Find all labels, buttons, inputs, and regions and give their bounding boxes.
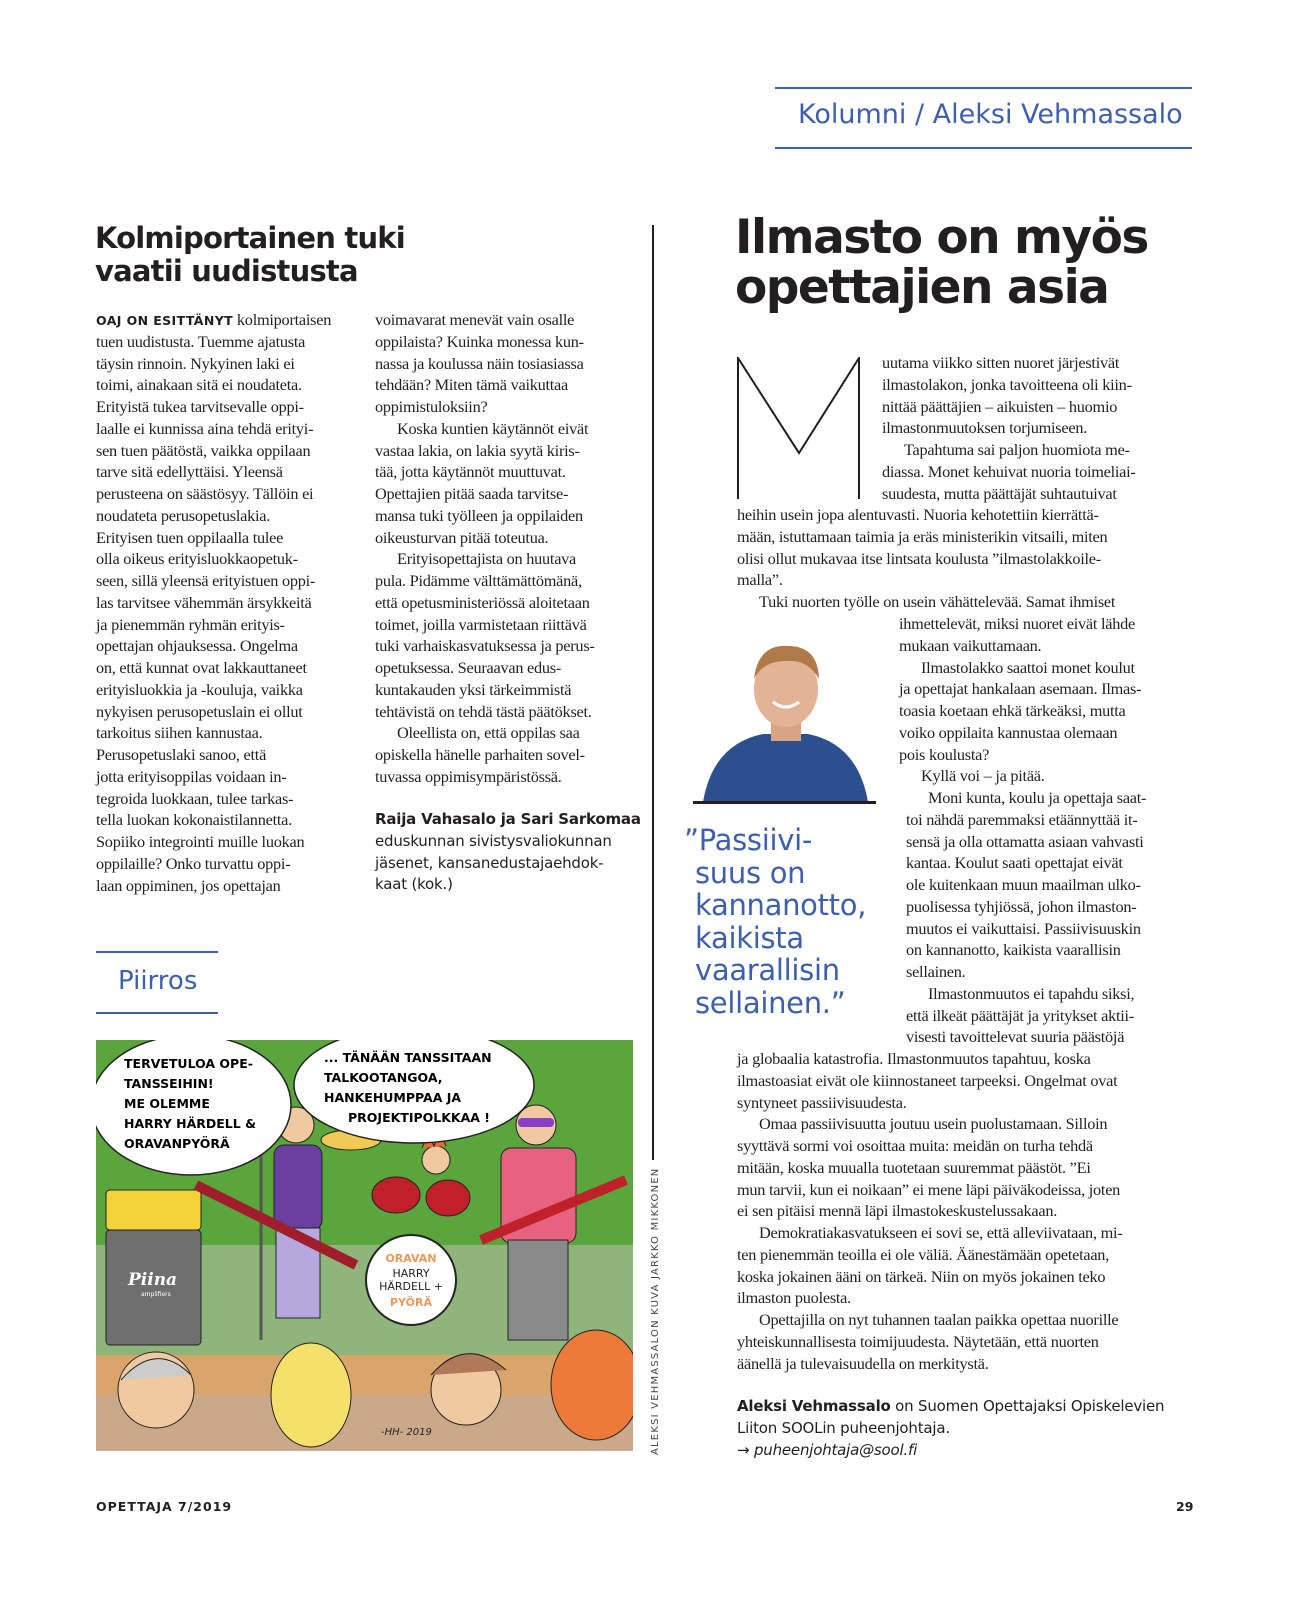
text-line: mansa tuki työlleen ja oppilaiden <box>375 505 583 525</box>
left-article-title <box>95 222 405 288</box>
text-line: Sopiiko integrointi muille luokan <box>96 832 305 851</box>
column-title <box>735 210 1148 315</box>
text-line: mun tarvii, kun ei noikaan” ei mene läpi päiväkodeissa, joten <box>737 1179 1121 1199</box>
text-line: laalle ei kunnissa aina tehdä erityi- <box>96 418 314 438</box>
bubble-text: ... TÄNÄÄN TANSSITAAN <box>324 1050 492 1065</box>
text-line: uutama viikko sitten nuoret järjestivät <box>882 353 1120 372</box>
text-run: kolmiportaisen <box>233 310 332 329</box>
text-line: sen tuen päätöstä, vaikka oppilaan <box>96 440 311 460</box>
text-line: että opetusministeriössä aloitetaan <box>375 592 590 612</box>
text-line: syntyneet passiivisuudesta. <box>737 1092 907 1112</box>
bubble-text: HARRY HÄRDELL & <box>124 1116 256 1131</box>
text-line: Perusopetuslaki sanoo, että <box>96 745 267 764</box>
text-line: tella luokan kokonaistilannetta. <box>96 810 292 830</box>
text-line: kuntakauden yksi tärkeimmistä <box>375 679 572 699</box>
text-line: ei sen pitäisi mennä läpi ilmastokeskustelussakaan. <box>737 1201 1058 1221</box>
bubble-text: TANSSEIHIN! <box>124 1076 214 1091</box>
bubble-text: ME OLEMME <box>124 1096 210 1111</box>
text-line: olla oikeus erityisluokkaopetuk- <box>96 549 298 569</box>
quote-line: kaikista <box>695 920 804 955</box>
drum-text: ORAVAN <box>385 1252 437 1265</box>
drum-text: HARRY <box>392 1267 430 1280</box>
column-author-bio <box>737 1396 1164 1461</box>
text-line: voiko oppilaita kannustaa olemaan <box>899 722 1118 742</box>
text-line: jotta erityisoppilas voidaan in- <box>96 766 287 786</box>
arrow-icon: → <box>737 1440 750 1459</box>
amp-head <box>106 1190 201 1230</box>
text-line <box>96 309 331 331</box>
bubble-text: TERVETULOA OPE- <box>124 1056 253 1071</box>
text-line: että ilkeät päättäjät ja yritykset aktii- <box>906 1005 1134 1025</box>
text-line: laan oppiminen, jos opettajan <box>96 875 281 895</box>
bubble-text: TALKOOTANGOA, <box>324 1070 443 1085</box>
text-line: Erityistä tukea tarvitsevalle oppi- <box>96 397 304 416</box>
author-bio: Liiton SOOLin puheenjohtaja. <box>737 1418 950 1437</box>
title-line: Ilmasto on myös <box>735 210 1148 265</box>
audience-head-blonde <box>271 1343 351 1447</box>
cartoon-section-label: Piirros <box>118 966 198 996</box>
text-line: ja opettajat hankalaan asemaan. Ilmas- <box>899 679 1142 699</box>
text-line: noudateta perusopetuslakia. <box>96 505 271 525</box>
text-line: nittää päättäjien – aikuisten – huomio <box>882 396 1118 416</box>
text-line: ole kuitenkaan muun maailman ulko- <box>906 875 1141 894</box>
text-line: ja pienemmän ryhmän erityis- <box>96 614 285 634</box>
text-line: pula. Pidämme välttämättömänä, <box>375 571 582 590</box>
column-text-segment <box>882 352 1136 504</box>
text-line: tarve sitä edellyttäisi. Yleensä <box>96 462 283 482</box>
quote-line: ”Passiivi- <box>684 823 812 857</box>
left-article-column-1 <box>96 309 331 896</box>
cartoon-illustration <box>96 1040 633 1451</box>
drum-text: PYÖRÄ <box>390 1296 432 1309</box>
text-line: opettajan ohjauksessa. Ongelma <box>96 636 298 656</box>
text-line: oppilaille? Onko turvattu oppi- <box>96 853 291 873</box>
text-line: las tarvitsee vähemmän ärsykkeitä <box>96 592 312 612</box>
author-role: eduskunnan sivistysvaliokunnan <box>375 831 612 850</box>
title-line: opettajien asia <box>735 260 1109 315</box>
bubble-text: PROJEKTIPOLKKAA ! <box>348 1110 490 1125</box>
text-line: sensä ja olla ottamatta asiaan vahvasti <box>906 831 1144 851</box>
text-line: ja globaalia katastrofia. Ilmastonmuutos tapahtuu, koska <box>737 1049 1091 1068</box>
tom-drum <box>426 1180 470 1216</box>
text-line: Omaa passiivisuutta joutuu usein puolustamaan. Silloin <box>759 1114 1108 1134</box>
text-line: malla”. <box>737 570 783 590</box>
speech-bubble-1 <box>96 1040 291 1175</box>
text-line: toimet, joilla varmistetaan riittävä <box>375 614 587 634</box>
text-line: Ilmastonmuutos ei tapahdu siksi, <box>928 983 1135 1003</box>
text-line: Tapahtuma sai paljon huomiota me- <box>904 440 1130 459</box>
text-line: pois koulusta? <box>899 744 990 764</box>
text-line: tehtävistä on tehdä tästä päätökset. <box>375 701 592 721</box>
text-line: tuki varhaiskasvatuksessa ja perus- <box>375 636 595 656</box>
header-top-rule <box>775 87 1192 89</box>
text-line: Oleellista on, että oppilas saa <box>397 723 580 743</box>
text-line: ihmettelevät, miksi nuoret eivät lähde <box>899 614 1135 633</box>
text-line: Ilmastolakko saattoi monet koulut <box>921 657 1135 677</box>
title-line: vaatii uudistusta <box>95 254 358 288</box>
text-line: ilmaston puolesta. <box>737 1288 851 1308</box>
text-line: Kyllä voi – ja pitää. <box>921 766 1045 786</box>
left-article-signature <box>375 809 641 896</box>
header-bottom-rule <box>775 147 1192 149</box>
text-line: perusteena on säästösyy. Tällöin ei <box>96 484 314 503</box>
text-line: Erityisopettajista on huutava <box>397 549 577 569</box>
text-line: erityisluokkia ja -kouluja, vaikka <box>96 679 303 699</box>
text-line: Demokratiakasvatukseen ei sovi se, että alleviivataan, mi- <box>759 1223 1123 1242</box>
text-line: Moni kunta, koulu ja opettaja saat- <box>928 788 1147 807</box>
column-text-segment <box>906 787 1146 1048</box>
piirros-top-rule <box>96 951 218 953</box>
text-line: opiskella hänelle parhaiten sovel- <box>375 745 585 764</box>
author-role: kaat (kok.) <box>375 875 453 894</box>
text-line: syyttävä sormi voi osoittaa muita: meidän on turha tehdä <box>737 1136 1093 1155</box>
section-header: Kolumni / Aleksi Vehmassalo <box>798 99 1183 130</box>
text-line: mään, istuttamaan taimia ja eräs ministerikin vitsaili, miten <box>737 526 1108 546</box>
cartoon-signature: -HH- 2019 <box>381 1427 432 1438</box>
quote-line: vaarallisin <box>695 953 840 987</box>
author-bio: on Suomen Opettajaksi Opiskelevien <box>890 1397 1165 1415</box>
text-line: heihin usein jopa alentuvasti. Nuoria kehotettiin kierrättä- <box>737 505 1099 524</box>
author-name: Aleksi Vehmassalo <box>737 1397 891 1415</box>
text-line: puolisessa tyhjiössä, johon ilmaston- <box>906 896 1137 916</box>
text-line: opetuksessa. Seuraavan edus- <box>375 658 562 677</box>
text-line: koska jokainen ääni on tärkeä. Niin on myös jokainen teko <box>737 1266 1106 1286</box>
text-line: ilmastonmuutoksen torjumiseen. <box>882 418 1088 438</box>
text-line: visesti tavoittelevat suuria päästöjä <box>906 1027 1125 1047</box>
piirros-bottom-rule <box>96 1012 218 1014</box>
text-line: sellainen. <box>906 962 966 981</box>
text-line: ten pienemmän teoilla ei ole väliä. Äänestämään opetetaan, <box>737 1244 1110 1264</box>
quote-line: sellainen.” <box>695 985 846 1020</box>
amp-brand: Piina <box>128 1270 178 1290</box>
singer-shirt <box>274 1145 322 1230</box>
text-line: oppimistuloksiin? <box>375 397 488 416</box>
amp-sub: amplifiers <box>141 1291 171 1298</box>
text-line: Opettajilla on nyt tuhannen taalan paikka opettaa nuorille <box>759 1310 1119 1329</box>
quote-line: suus on <box>695 855 806 890</box>
drummer-head <box>422 1146 450 1174</box>
author-photo <box>693 634 876 804</box>
text-line: Tuki nuorten työlle on usein vähättelevää. Samat ihmiset <box>759 592 1116 611</box>
left-article-column-2 <box>375 309 595 788</box>
text-line: ilmastoasiat eivät ole kiinnostaneet tarpeeksi. Ongelmat ovat <box>737 1070 1118 1090</box>
text-line: tegroida luokkaan, tulee tarkas- <box>96 788 294 808</box>
column-text-segment <box>899 613 1141 787</box>
photo-credit: ALEKSI VEHMASSALON KUVA JARKKO MIKKONEN <box>650 1167 661 1455</box>
text-line: mitään, koska muualla tuotetaan suuremmat päästöt. ”Ei <box>737 1157 1091 1177</box>
author-role: jäsenet, kansanedustajaehdok- <box>375 853 604 872</box>
text-line: vastaa lakia, on lakia syytä kiris- <box>375 440 580 460</box>
text-line: suudesta, mutta päättäjät suhtautuivat <box>882 483 1117 503</box>
column-divider <box>652 225 654 1160</box>
text-line: nykyisen perusopetuslain ei ollut <box>96 701 303 721</box>
text-line: toasia koetaan ehkä tärkeäksi, mutta <box>899 701 1126 720</box>
text-line: tuvassa oppimisympäristössä. <box>375 766 562 786</box>
text-line: on, että kunnat ovat lakkauttaneet <box>96 658 307 677</box>
pull-quote <box>684 824 866 1019</box>
sunglasses <box>518 1118 554 1127</box>
author-names: Raija Vahasalo ja Sari Sarkomaa <box>375 810 641 828</box>
text-line: seen, sillä yleensä erityistuen oppi- <box>96 571 316 590</box>
drop-cap-m <box>737 357 861 499</box>
text-line: kantaa. Koulut saati opettajat eivät <box>906 853 1123 873</box>
column-text-segment <box>737 1048 1122 1374</box>
text-line: muutos ei vaikuttaisi. Passiivisuuskin <box>906 918 1141 938</box>
text-line: tehdään? Miten tämä vaikuttaa <box>375 375 569 395</box>
text-line: toimi, ainakaan sitä ei noudateta. <box>96 375 302 395</box>
text-line: toi nähdä paremmaksi etäännyttää it- <box>906 809 1138 829</box>
column-text-segment <box>737 504 1115 613</box>
text-line: tarkoitus siihen kannustaa. <box>96 723 263 743</box>
audience-head-redhead <box>551 1330 633 1440</box>
text-line: on kannanotto, kaikista vaarallisin <box>906 940 1121 960</box>
drum-text: HÄRDELL + <box>379 1280 443 1293</box>
text-line: tuen uudistusta. Tuemme ajatusta <box>96 331 306 351</box>
quote-line: kannanotto, <box>695 888 867 922</box>
text-line: nassa ja koulussa näin tosiasiassa <box>375 353 584 373</box>
text-line: mukaan vaikuttamaan. <box>899 635 1042 655</box>
text-line: tää, jotta käytännöt muuttuvat. <box>375 462 566 482</box>
text-line: Erityisen tuen oppilaalla tulee <box>96 527 284 547</box>
text-line: voimavarat menevät vain osalle <box>375 310 575 329</box>
author-email-link[interactable]: puheenjohtaja@sool.fi <box>753 1440 918 1459</box>
text-line: olisi ollut mukavaa itse lintsata koulusta ”ilmastolakkoile- <box>737 548 1101 568</box>
tom-drum <box>372 1177 420 1213</box>
lead-in: OAJ ON ESITTÄNYT <box>96 313 234 328</box>
text-line: yhteiskunnallisesta toimijuudesta. Näytetään, että nuorten <box>737 1331 1099 1351</box>
bubble-text: ORAVANPYÖRÄ <box>124 1136 230 1151</box>
bubble-text: HANKEHUMPPAA JA <box>324 1090 462 1105</box>
footer-magazine: OPETTAJA 7/2019 <box>96 1499 233 1514</box>
title-line: Kolmiportainen tuki <box>95 221 405 255</box>
page-number: 29 <box>1176 1499 1194 1514</box>
text-line: täysin rinnoin. Nykyinen laki ei <box>96 353 295 373</box>
text-line: ilmastolakon, jonka tavoitteena oli kiin- <box>882 374 1132 394</box>
text-line: oppilaista? Kuinka monessa kun- <box>375 331 584 351</box>
text-line: Koska kuntien käytännöt eivät <box>397 418 589 438</box>
text-line: Opettajien pitää saada tarvitse- <box>375 484 569 503</box>
text-line: oikeusturvan pitää toteutua. <box>375 527 549 547</box>
guitarist-trousers <box>508 1240 568 1340</box>
text-line: diassa. Monet kehuivat nuoria toimeliai- <box>882 461 1136 481</box>
text-line: äänellä ja tulevaisuudella on merkitystä. <box>737 1353 989 1373</box>
